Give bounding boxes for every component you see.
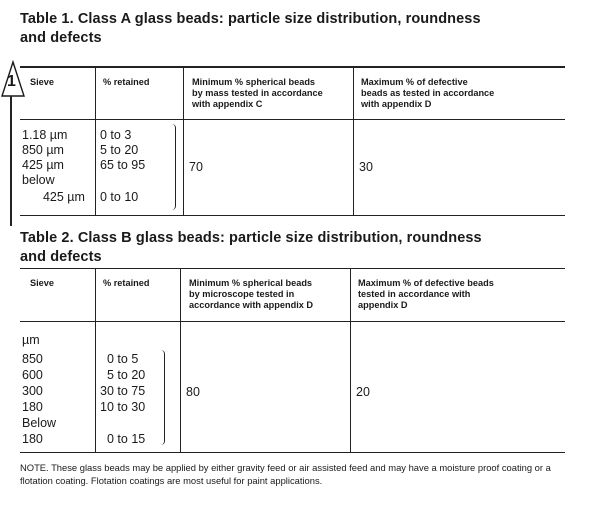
table1-min-spherical-value: 70 [189,160,203,174]
table1-sieve-1: 1.18 µm [22,128,68,142]
table2-col-divider-3 [350,268,351,452]
table2-header-sieve: Sieve [30,278,55,288]
table2-title-line1: Table 2. Class B glass beads: particle size distribution, roundness [20,230,482,246]
table2-retained-1: 0 to 5 [107,352,139,366]
table2-header-rule [20,321,565,322]
table1-retained-2: 5 to 20 [100,143,139,157]
table2-title [20,229,482,267]
table1-col-divider-1 [95,66,96,215]
table2-sieve-4: 180 [22,400,43,414]
table1-title [20,10,481,48]
table1-retained-3: 65 to 95 [100,158,146,172]
table2-title-line2: and defects [20,249,102,265]
table1-title-line1: Table 1. Class A glass beads: particle size distribution, roundness [20,11,481,27]
table2-sieve-2: 600 [22,368,43,382]
table1-col-divider-2 [183,66,184,215]
table2-sieve-3: 300 [22,384,43,398]
table2-sieve-5: Below [22,416,57,430]
table2-sieve-6: 180 [22,432,43,446]
table2-max-defective-value: 20 [356,385,370,399]
table1-sieve-4: below [22,173,55,187]
table2-sieve-1: 850 [22,352,43,366]
table2-retained-brace [159,350,165,445]
table1-sieve-2: 850 µm [22,143,64,157]
table1-retained-brace [170,124,176,210]
table2-top-rule [20,268,565,269]
table2-header-retained: % retained [103,278,150,288]
table2-col-divider-2 [180,268,181,452]
table1-sieve-3: 425 µm [22,158,64,172]
table1-header-max-defective: Maximum % of defective beads as tested in accordance with appendix D [361,77,495,109]
table2-retained-2: 5 to 20 [107,368,146,382]
table1-header-rule [20,119,565,120]
table1-retained-5: 0 to 10 [100,190,139,204]
table1-sieve-5: 425 µm [36,190,85,204]
revision-marker-number: 1 [7,73,16,90]
table1-bottom-rule [20,215,565,216]
table1-max-defective-value: 30 [359,160,373,174]
table1-header-sieve: Sieve [30,77,55,87]
table1-top-rule [20,66,565,68]
table2-header-min-spherical: Minimum % spherical beads by microscope tested in accordance with appendix D [189,278,314,310]
table2-bottom-rule [20,452,565,453]
table1-header-retained: % retained [103,77,150,87]
table2-min-spherical-value: 80 [186,385,200,399]
table2-retained-3: 30 to 75 [100,384,146,398]
table1-retained-1: 0 to 3 [100,128,132,142]
table2-retained-4: 10 to 30 [100,400,146,414]
table2-header-max-defective: Maximum % of defective beads tested in accordance with appendix D [358,278,494,310]
table1-col-divider-3 [353,66,354,215]
table2-col-divider-1 [95,268,96,452]
table2-unit: µm [22,333,40,347]
revision-bar [10,96,12,226]
table1-title-line2: and defects [20,30,102,46]
table2-retained-6: 0 to 15 [107,432,146,446]
table1-header-min-spherical: Minimum % spherical beads by mass tested in accordance with appendix C [192,77,323,109]
footnote: NOTE. These glass beads may be applied by either gravity feed or air assisted feed and may have a moisture proof coating or a flotation coating. Flotation coatings are most useful for paint applications. [20,462,551,486]
